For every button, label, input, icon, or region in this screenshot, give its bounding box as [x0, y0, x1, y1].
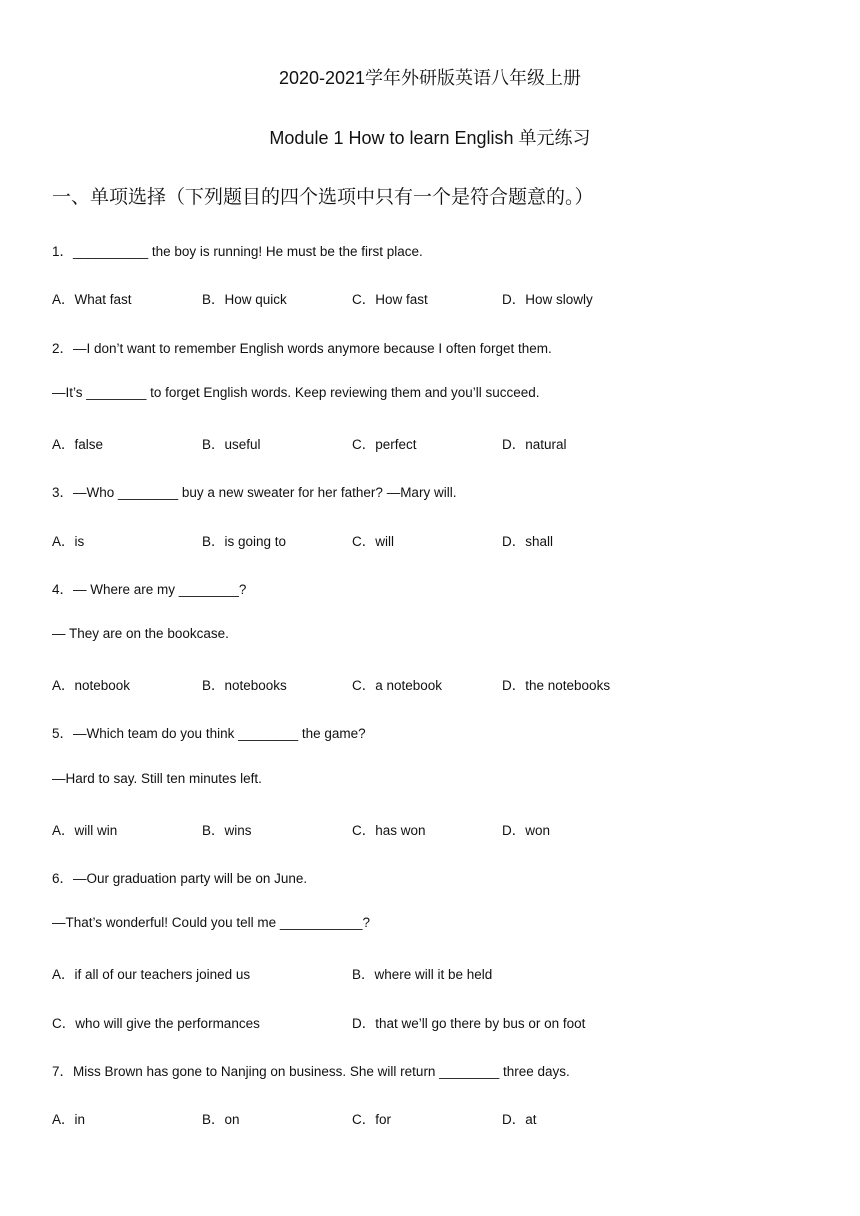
document-subtitle: Module 1 How to learn English 单元练习	[269, 128, 591, 148]
option-b: B．where will it be held	[352, 967, 493, 982]
question-5-stem: 5．—Which team do you think ________ the game?	[52, 726, 366, 741]
option-d: D．at	[502, 1112, 537, 1127]
option-d: D．shall	[502, 534, 554, 549]
question-1-stem: 1．__________ the boy is running! He must be the first place.	[52, 244, 423, 259]
question-4-stem: 4．— Where are my ________?	[52, 582, 247, 597]
question-2-options	[52, 433, 812, 453]
section-heading: 一、单项选择（下列题目的四个选项中只有一个是符合题意的。）	[52, 186, 594, 208]
option-a: A．will win	[52, 823, 118, 838]
option-c: C．for	[352, 1112, 392, 1127]
option-c: C．will	[352, 534, 394, 549]
question-7-options	[52, 1108, 812, 1128]
option-b: B．wins	[202, 823, 252, 838]
option-d: D．the notebooks	[502, 678, 611, 693]
question-5-dialogue: —Hard to say. Still ten minutes left.	[52, 771, 262, 786]
option-c: C．has won	[352, 823, 426, 838]
option-d: D．How slowly	[502, 292, 593, 307]
question-6-dialogue: —That’s wonderful! Could you tell me ___________?	[52, 915, 370, 930]
question-1-options	[52, 288, 812, 308]
option-d: D．that we’ll go there by bus or on foot	[352, 1016, 586, 1031]
option-b: B．on	[202, 1112, 240, 1127]
option-b: B．notebooks	[202, 678, 287, 693]
option-a: A．What fast	[52, 292, 132, 307]
option-c: C．How fast	[352, 292, 428, 307]
question-5-options	[52, 819, 812, 839]
question-6-stem: 6．—Our graduation party will be on June.	[52, 871, 308, 886]
option-a: A．notebook	[52, 678, 131, 693]
option-a: A．if all of our teachers joined us	[52, 967, 251, 982]
question-4-options	[52, 674, 812, 694]
option-b: B．useful	[202, 437, 261, 452]
option-c: C．perfect	[352, 437, 417, 452]
option-a: A．false	[52, 437, 104, 452]
question-6-options-row-2	[52, 1012, 812, 1032]
document-title: 2020-2021学年外研版英语八年级上册	[278, 68, 582, 88]
option-b: B．How quick	[202, 292, 287, 307]
option-a: A．is	[52, 534, 85, 549]
option-d: D．won	[502, 823, 551, 838]
option-c: C．a notebook	[352, 678, 443, 693]
question-2-stem: 2．—I don’t want to remember English words anymore because I often forget them.	[52, 341, 552, 356]
option-d: D．natural	[502, 437, 567, 452]
option-c: C．who will give the performances	[52, 1016, 260, 1031]
question-7-stem: 7．Miss Brown has gone to Nanjing on business. She will return ________ three days.	[52, 1064, 570, 1079]
question-3-options	[52, 530, 812, 550]
question-6-options-row-1	[52, 963, 812, 983]
option-a: A．in	[52, 1112, 86, 1127]
question-3-stem: 3．—Who ________ buy a new sweater for her father? —Mary will.	[52, 485, 457, 500]
option-b: B．is going to	[202, 534, 287, 549]
question-4-dialogue: — They are on the bookcase.	[52, 626, 229, 641]
question-2-dialogue: —It’s ________ to forget English words. Keep reviewing them and you’ll succeed.	[52, 385, 540, 400]
